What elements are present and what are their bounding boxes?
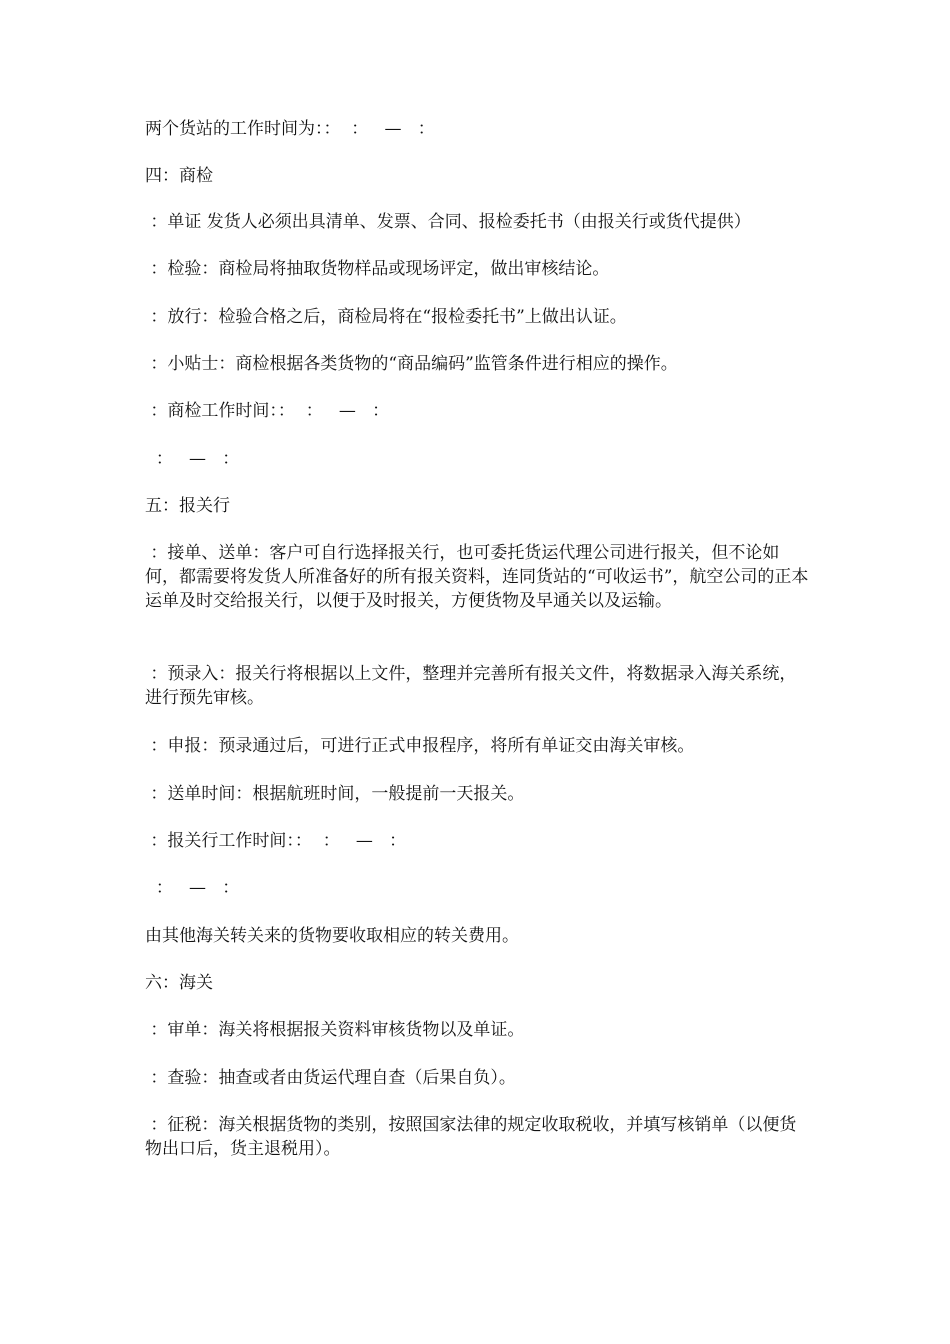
broker-receive-deliver-item: ：接单、送单：客户可自行选择报关行，也可委托货运代理公司进行报关，但不论如何，都需要将发货人所准备好的所有报关资料，连同货站的“可收运书”，航空公司的正本运单及时交给报关行，以便于及时报关，方便货物及早通关以及运输。 (145, 543, 809, 611)
broker-preentry-item: ：预录入：报关行将根据以上文件，整理并完善所有报关文件，将数据录入海关系统，进行预先审核。 (145, 664, 797, 708)
broker-hours-continued: ： — ： (145, 878, 240, 898)
inspection-documents-item: ：单证 发货人必须出具清单、发票、合同、报检委托书（由报关行或货代提供） (145, 212, 751, 232)
customs-inspection-item: ：查验：抽查或者由货运代理自查（后果自负）。 (145, 1068, 516, 1088)
customs-tax-item: ：征税：海关根据货物的类别，按照国家法律的规定收取税收，并填写核销单（以便货物出口后，货主退税用）。 (145, 1115, 797, 1159)
section-heading-inspection: 四：商检 (145, 166, 213, 186)
section-heading-broker: 五：报关行 (145, 496, 230, 516)
station-hours-line: 两个货站的工作时间为：： ： — ： (145, 119, 435, 139)
inspection-tip-item: ：小贴士：商检根据各类货物的“商品编码”监管条件进行相应的操作。 (145, 354, 678, 374)
inspection-hours-continued: ： — ： (145, 449, 240, 469)
broker-hours-item: ：报关行工作时间：： ： — ： (145, 831, 407, 851)
transfer-fee-note: 由其他海关转关来的货物要收取相应的转关费用。 (145, 926, 519, 946)
inspection-release-item: ：放行：检验合格之后，商检局将在“报检委托书”上做出认证。 (145, 307, 627, 327)
broker-delivery-time-item: ：送单时间：根据航班时间，一般提前一天报关。 (145, 784, 525, 804)
section-heading-customs: 六：海关 (145, 973, 213, 993)
inspection-check-item: ：检验：商检局将抽取货物样品或现场评定，做出审核结论。 (145, 259, 610, 279)
inspection-hours-item: ：商检工作时间：： ： — ： (145, 401, 390, 421)
customs-review-item: ：审单：海关将根据报关资料审核货物以及单证。 (145, 1020, 525, 1040)
broker-declare-item: ：申报：预录通过后，可进行正式申报程序，将所有单证交由海关审核。 (145, 736, 695, 756)
